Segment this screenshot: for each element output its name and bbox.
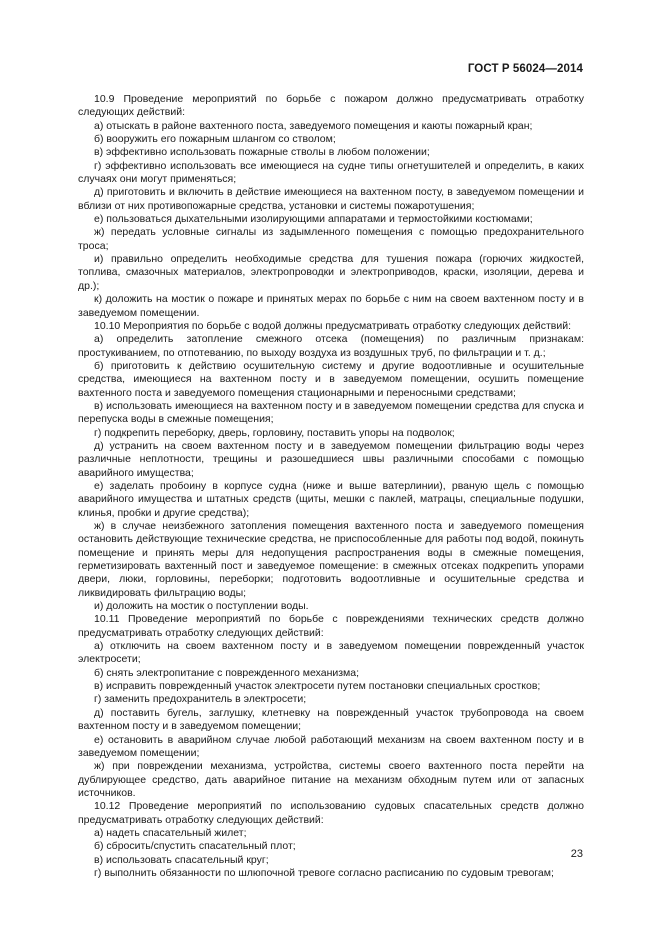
list-item: ж) при повреждении механизма, устройства, системы своего вахтенного поста перейти на дублирующее средство, дать аварийное питание на механизм обходным путем или от запасных источников. bbox=[78, 760, 584, 799]
list-item: е) пользоваться дыхательными изолирующими аппаратами и термостойкими костюмами; bbox=[94, 213, 533, 226]
list-item: б) вооружить его пожарным шлангом со стволом; bbox=[94, 133, 336, 146]
list-item: д) устранить на своем вахтенном посту и в заведуемом помещении фильтрацию воды через различные неплотности, трещины и разошедшиеся швы различными способами с помощью аварийного имущества; bbox=[78, 439, 584, 479]
list-item: г) выполнить обязанности по шлюпочной тревоге согласно расписанию по судовым тревогам; bbox=[94, 866, 554, 879]
list-item: г) заменить предохранитель в электросети; bbox=[94, 693, 307, 706]
list-item: в) использовать спасательный круг; bbox=[94, 853, 269, 866]
paragraph-10-12: 10.12 Проведение мероприятий по использованию судовых спасательных средств должно предусматривать отработку следующих действий: bbox=[78, 800, 584, 826]
list-item: в) использовать имеющиеся на вахтенном посту и в заведуемом помещении средства для спуска и перепуска воды в смежные помещения; bbox=[78, 399, 584, 426]
list-item: а) надеть спасательный жилет; bbox=[94, 826, 247, 839]
list-item: и) правильно определить необходимые средства для тушения пожара (горючих жидкостей, топлива, смазочных материалов, электропроводки и электроприводов, краски, изоляции, дерева и др.); bbox=[78, 253, 584, 292]
list-item: и) доложить на мостик о поступлении воды. bbox=[94, 600, 309, 613]
list-item: г) эффективно использовать все имеющиеся на судне типы огнетушителей и определить, в каких случаях они могут применяться; bbox=[78, 159, 584, 186]
list-item: г) подкрепить переборку, дверь, горловину, поставить упоры на подволок; bbox=[94, 426, 455, 439]
list-item: е) заделать пробоину в корпусе судна (ниже и выше ватерлинии), рваную щель с помощью аварийного имущества и штатных средств (щиты, мешки с паклей, матрацы, специальные подушки, клинья, пробки и другие средства); bbox=[78, 479, 584, 519]
list-item: б) приготовить к действию осушительную систему и другие водоотливные и осушительные средства, имеющиеся на вахтенном посту и в заведуемом помещении, осушить помещение вахтенного поста и заведуемого помещения стационарными и переносными средствами; bbox=[78, 359, 584, 399]
list-item: а) определить затопление смежного отсека (помещения) по различным признакам: простукиванием, по отпотеванию, по выходу воздуха из воздушных труб, по фильтрации и т. д.; bbox=[78, 333, 584, 359]
list-item: а) отыскать в районе вахтенного поста, заведуемого помещения и каюты пожарный кран; bbox=[94, 119, 533, 132]
list-item: а) отключить на своем вахтенном посту и в заведуемом помещении поврежденный участок электросети; bbox=[78, 640, 584, 666]
paragraph-10-9: 10.9 Проведение мероприятий по борьбе с пожаром должно предусматривать отработку следующих действий: bbox=[78, 93, 584, 119]
list-item: в) эффективно использовать пожарные стволы в любом положении; bbox=[94, 146, 430, 159]
list-item: д) поставить бугель, заглушку, клетневку на поврежденный участок трубопровода на своем вахтенном посту и в заведуемом помещении; bbox=[78, 706, 584, 733]
paragraph-10-10: 10.10 Мероприятия по борьбе с водой должны предусматривать отработку следующих действий: bbox=[94, 319, 572, 332]
list-item: ж) передать условные сигналы из задымленного помещения с помощью предохранительного троса; bbox=[78, 226, 584, 252]
page-number: 23 bbox=[570, 848, 583, 860]
list-item: д) приготовить и включить в действие имеющиеся на вахтенном посту, в заведуемом помещении и вблизи от них противопожарные средства, установки и системы пожаротушения; bbox=[78, 186, 584, 212]
list-item: е) остановить в аварийном случае любой работающий механизм на своем вахтенном посту и в заведуемом помещении; bbox=[78, 733, 584, 759]
list-item: в) исправить поврежденный участок электросети путем постановки специальных сростков; bbox=[94, 680, 541, 693]
paragraph-10-11: 10.11 Проведение мероприятий по борьбе с повреждениями технических средств должно предусматривать отработку следующих действий: bbox=[78, 613, 584, 639]
document-body bbox=[78, 93, 584, 880]
list-item: к) доложить на мостик о пожаре и принятых мерах по борьбе с ним на своем вахтенном посту и в заведуемом помещении. bbox=[78, 293, 584, 319]
list-item: б) снять электропитание с поврежденного механизма; bbox=[94, 666, 360, 679]
document-id-header: ГОСТ Р 56024—2014 bbox=[467, 63, 583, 75]
list-item: ж) в случае неизбежного затопления помещения вахтенного поста и заведуемого помещения остановить действующие технические средства, не приспособленные для работы под водой, покинуть помещение и принять меры для недопущения распространения воды в смежные помещения, герметизировать вахтенный пост и заведуемое помещение: в смежных отсеках подкрепить упорами двери, люки, горловины, переборки; подготовить водоотливные и осушительные средства и ликвидировать фильтрацию воды; bbox=[78, 520, 584, 599]
list-item: б) сбросить/спустить спасательный плот; bbox=[94, 840, 296, 853]
